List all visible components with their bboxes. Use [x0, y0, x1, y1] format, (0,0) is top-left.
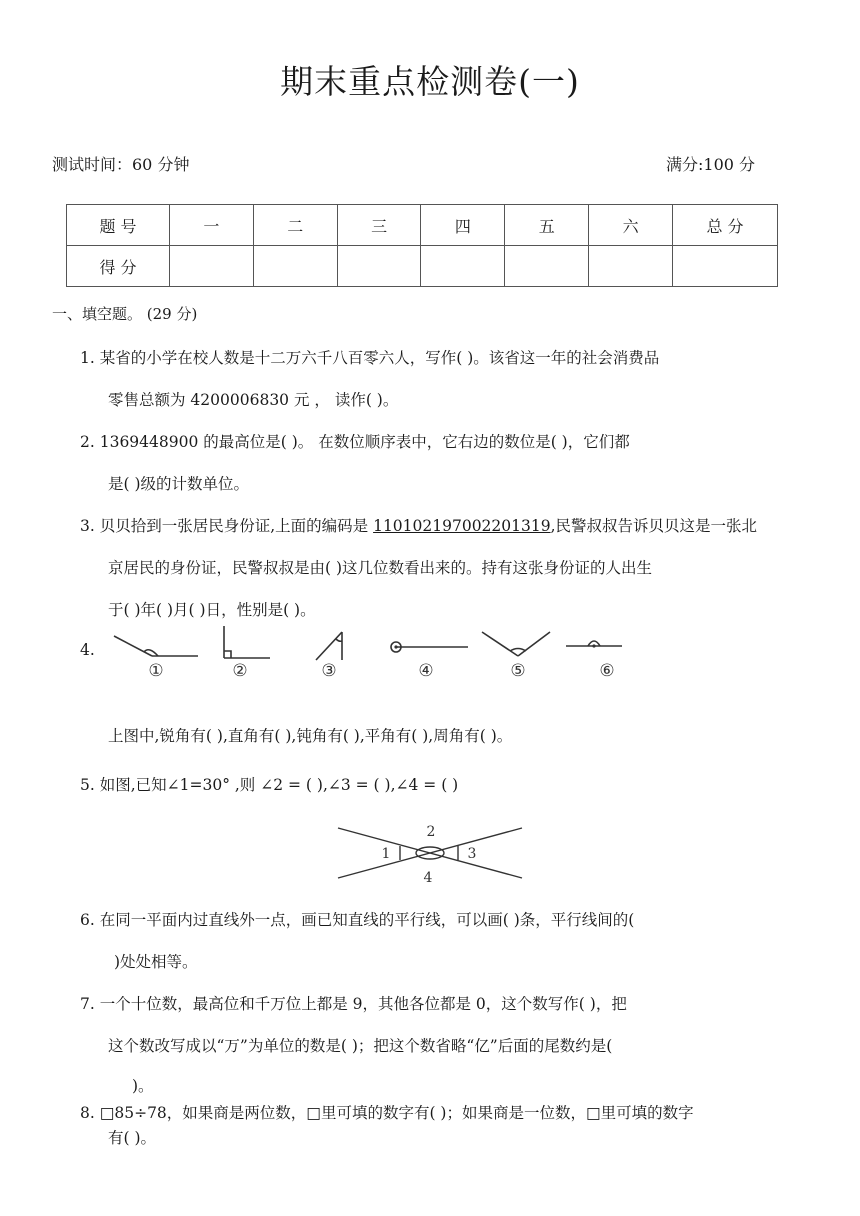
score-cell[interactable] — [421, 246, 505, 287]
score-cell[interactable] — [170, 246, 254, 287]
angle-label-4: ④ — [418, 661, 434, 681]
angle-1-ray — [114, 636, 152, 656]
right-angle-marker — [224, 651, 231, 658]
full-score: 满分:100 分 — [666, 155, 756, 174]
header-cell: 总 分 — [673, 205, 778, 246]
score-table-header-row — [67, 205, 778, 246]
score-cell[interactable] — [505, 246, 589, 287]
question-3-line-2: 京居民的身份证，民警叔叔是由( )这几位数看出来的。持有这张身份证的人出生 — [108, 559, 653, 577]
question-3-line-1 — [80, 514, 757, 536]
angle-label-2: ② — [232, 661, 248, 681]
score-cell[interactable] — [337, 246, 421, 287]
score-label-cell: 得 分 — [67, 246, 170, 287]
angle-5-ray — [482, 632, 518, 656]
id-card-code: 110102197002201319 — [373, 517, 551, 535]
score-cell[interactable] — [253, 246, 337, 287]
header-cell: 六 — [589, 205, 673, 246]
question-6-line-1: 6. 在同一平面内过直线外一点，画已知直线的平行线，可以画( )条，平行线间的( — [80, 911, 635, 929]
question-7-line-2: 这个数改写成以“万”为单位的数是( )；把这个数省略“亿”后面的尾数约是( — [108, 1037, 613, 1055]
question-1-line-1: 1. 某省的小学在校人数是十二万六千八百零六人，写作( )。该省这一年的社会消费品 — [80, 349, 660, 367]
angle-5-arc — [510, 649, 526, 652]
question-3-text-b: ,民警叔叔告诉贝贝这是一张北 — [550, 517, 758, 535]
score-cell[interactable] — [673, 246, 778, 287]
angle-1-label: 1 — [381, 846, 391, 862]
question-1-line-2: 零售总额为 4200006830 元 ， 读作( )。 — [108, 391, 399, 409]
angle-2-label: 2 — [426, 824, 436, 840]
question-3-text-a: 3. 贝贝拾到一张居民身份证,上面的编码是 — [80, 517, 374, 535]
intersecting-lines-figure — [330, 820, 530, 886]
score-table — [66, 204, 778, 287]
angle-label-1: ① — [148, 661, 164, 681]
question-8-line-1: 8. □85÷78，如果商是两位数，□里可填的数字有( )；如果商是一位数，□里可填的数字 — [80, 1104, 694, 1122]
question-4-number: 4. — [80, 641, 95, 659]
header-cell: 五 — [505, 205, 589, 246]
header-cell: 一 — [170, 205, 254, 246]
page-title: 期末重点检测卷(一) — [280, 62, 580, 101]
question-5-text: 5. 如图,已知∠1=30° ,则 ∠2 = ( ),∠3 = ( ),∠4 = ( ) — [80, 776, 459, 794]
angle-3-ray — [316, 632, 342, 660]
angle-4-vertex — [394, 645, 397, 648]
angle-label-6: ⑥ — [599, 661, 615, 681]
angle-5-ray — [518, 632, 550, 656]
section-heading: 一、填空题。 (29 分) — [52, 305, 198, 323]
score-cell[interactable] — [589, 246, 673, 287]
question-4-text: 上图中,锐角有( ),直角有( ),钝角有( ),平角有( ),周角有( )。 — [108, 727, 513, 745]
angles-figure — [100, 620, 640, 682]
angle-3-arc — [336, 639, 342, 641]
angle-label-5: ⑤ — [510, 661, 526, 681]
header-cell: 四 — [421, 205, 505, 246]
question-3-line-3: 于( )年( )月( )日，性别是( )。 — [108, 601, 316, 619]
question-2-line-2: 是( )级的计数单位。 — [108, 475, 250, 493]
question-8-line-2: 有( )。 — [108, 1129, 157, 1147]
question-7-line-1: 7. 一个十位数，最高位和千万位上都是 9，其他各位都是 0，这个数写作( )，把 — [80, 995, 627, 1013]
header-cell: 题 号 — [67, 205, 170, 246]
angle-label-3: ③ — [321, 661, 337, 681]
header-cell: 三 — [337, 205, 421, 246]
question-7-line-3: )。 — [132, 1077, 154, 1095]
angle-6-vertex — [592, 644, 595, 647]
angle-4-label: 4 — [423, 870, 433, 886]
test-time: 测试时间：60 分钟 — [52, 155, 190, 174]
score-table-score-row — [67, 246, 778, 287]
question-2-line-1: 2. 1369448900 的最高位是( )。 在数位顺序表中，它右边的数位是( )，它们都 — [80, 433, 630, 451]
angle-3-label: 3 — [467, 846, 477, 862]
header-cell: 二 — [253, 205, 337, 246]
question-6-line-2: )处处相等。 — [114, 953, 198, 971]
